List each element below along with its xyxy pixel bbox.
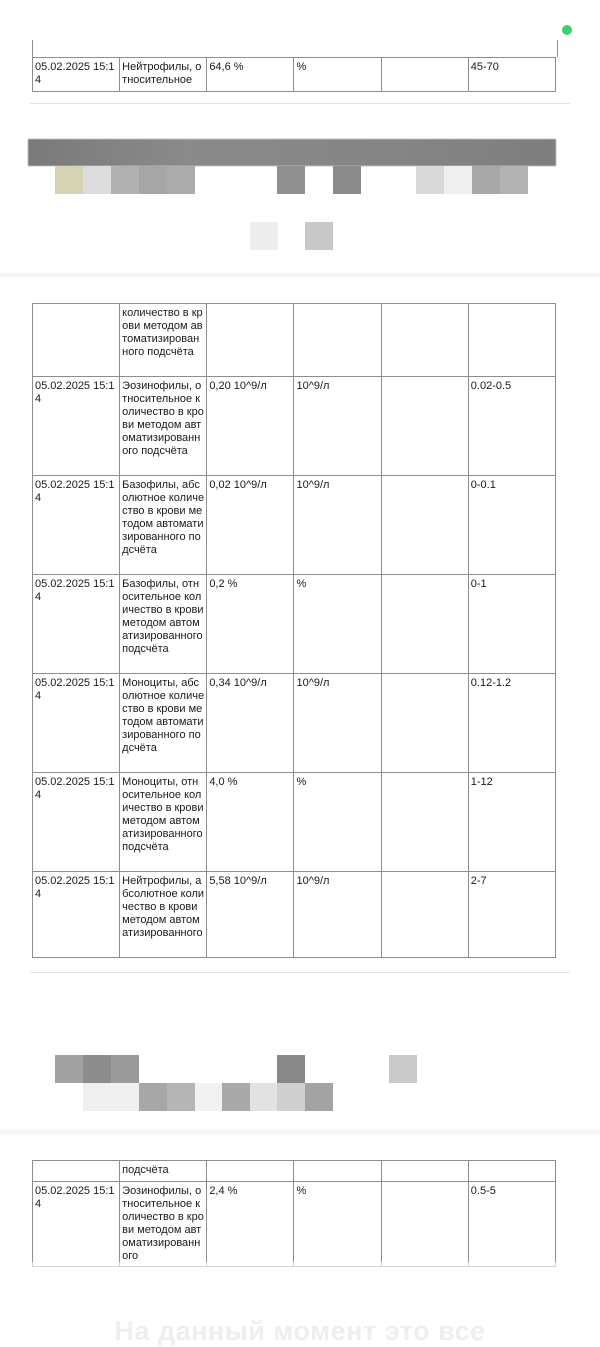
table-row	[33, 1182, 556, 1267]
date-cell	[33, 1161, 120, 1182]
table-row	[33, 58, 556, 92]
page-separator	[30, 103, 570, 104]
result-cell: 5,58 10^9/л	[207, 872, 294, 958]
result-cell	[207, 304, 294, 377]
table-row	[33, 1161, 556, 1182]
result-cell: 2,4 %	[207, 1182, 294, 1267]
flag-cell	[381, 575, 468, 674]
date-cell: 05.02.2025 15:14	[33, 575, 120, 674]
date-cell: 05.02.2025 15:14	[33, 773, 120, 872]
unit-cell: 10^9/л	[294, 377, 381, 476]
result-cell: 64,6 %	[207, 58, 294, 92]
footer-message: На данный момент это все	[114, 1316, 486, 1346]
date-cell: 05.02.2025 15:14	[33, 872, 120, 958]
flag-cell	[381, 377, 468, 476]
result-cell: 0,02 10^9/л	[207, 476, 294, 575]
flag-cell	[381, 476, 468, 575]
reference-range-cell: 0-0.1	[468, 476, 555, 575]
table-row	[33, 575, 556, 674]
table-row	[33, 674, 556, 773]
date-cell	[33, 304, 120, 377]
flag-cell	[381, 872, 468, 958]
test-name-cell: Эозинофилы, относительное количество в крови методом автоматизированного подсчёта	[120, 377, 207, 476]
redacted-header-bar	[28, 139, 556, 166]
flag-cell	[381, 304, 468, 377]
test-name-cell: Эозинофилы, относительное количество в крови методом автоматизированного	[120, 1182, 207, 1267]
lab-results-table-fragment-b	[32, 303, 556, 958]
result-cell	[207, 1161, 294, 1182]
result-cell: 0,2 %	[207, 575, 294, 674]
status-indicator	[562, 25, 572, 35]
unit-cell: %	[294, 58, 381, 92]
reference-range-cell	[468, 1161, 555, 1182]
test-name-cell: Моноциты, абсолютное количество в крови методом автоматизированного подсчёта	[120, 674, 207, 773]
table-row	[33, 872, 556, 958]
table-row	[33, 773, 556, 872]
table-row	[33, 304, 556, 377]
flag-cell	[381, 674, 468, 773]
unit-cell	[294, 304, 381, 377]
date-cell: 05.02.2025 15:14	[33, 377, 120, 476]
date-cell: 05.02.2025 15:14	[33, 1182, 120, 1267]
table-row	[33, 377, 556, 476]
test-name-cell: Нейтрофилы, относительное	[120, 58, 207, 92]
unit-cell: 10^9/л	[294, 872, 381, 958]
reference-range-cell: 1-12	[468, 773, 555, 872]
reference-range-cell: 0.5-5	[468, 1182, 555, 1267]
reference-range-cell: 2-7	[468, 872, 555, 958]
unit-cell: 10^9/л	[294, 674, 381, 773]
test-name-cell: Нейтрофилы, абсолютное количество в крови методом автоматизированного	[120, 872, 207, 958]
test-name-cell: Моноциты, относительное количество в крови методом автоматизированного подсчёта	[120, 773, 207, 872]
flag-cell	[381, 1161, 468, 1182]
table-fragment-top-edge	[32, 40, 558, 57]
flag-cell	[381, 1182, 468, 1267]
lab-results-table-fragment-c	[32, 1160, 556, 1267]
reference-range-cell: 0.02-0.5	[468, 377, 555, 476]
page-gap	[0, 1128, 600, 1136]
lab-results-table-fragment-a	[32, 57, 556, 92]
date-cell: 05.02.2025 15:14	[33, 476, 120, 575]
result-cell: 0,34 10^9/л	[207, 674, 294, 773]
table-row	[33, 476, 556, 575]
date-cell: 05.02.2025 15:14	[33, 58, 120, 92]
result-cell: 4,0 %	[207, 773, 294, 872]
unit-cell	[294, 1161, 381, 1182]
unit-cell: %	[294, 1182, 381, 1267]
test-name-cell: Базофилы, абсолютное количество в крови методом автоматизированного подсчёта	[120, 476, 207, 575]
result-cell: 0,20 10^9/л	[207, 377, 294, 476]
test-name-cell: Базофилы, относительное количество в крови методом автоматизированного подсчёта	[120, 575, 207, 674]
page-gap	[0, 271, 600, 279]
test-name-cell: количество в крови методом автоматизированного подсчёта	[120, 304, 207, 377]
reference-range-cell	[468, 304, 555, 377]
test-name-cell: подсчёта	[120, 1161, 207, 1182]
reference-range-cell: 0-1	[468, 575, 555, 674]
date-cell: 05.02.2025 15:14	[33, 674, 120, 773]
page-separator	[30, 972, 570, 973]
reference-range-cell: 0.12-1.2	[468, 674, 555, 773]
unit-cell: 10^9/л	[294, 476, 381, 575]
flag-cell	[381, 58, 468, 92]
flag-cell	[381, 773, 468, 872]
unit-cell: %	[294, 575, 381, 674]
reference-range-cell: 45-70	[468, 58, 555, 92]
unit-cell: %	[294, 773, 381, 872]
